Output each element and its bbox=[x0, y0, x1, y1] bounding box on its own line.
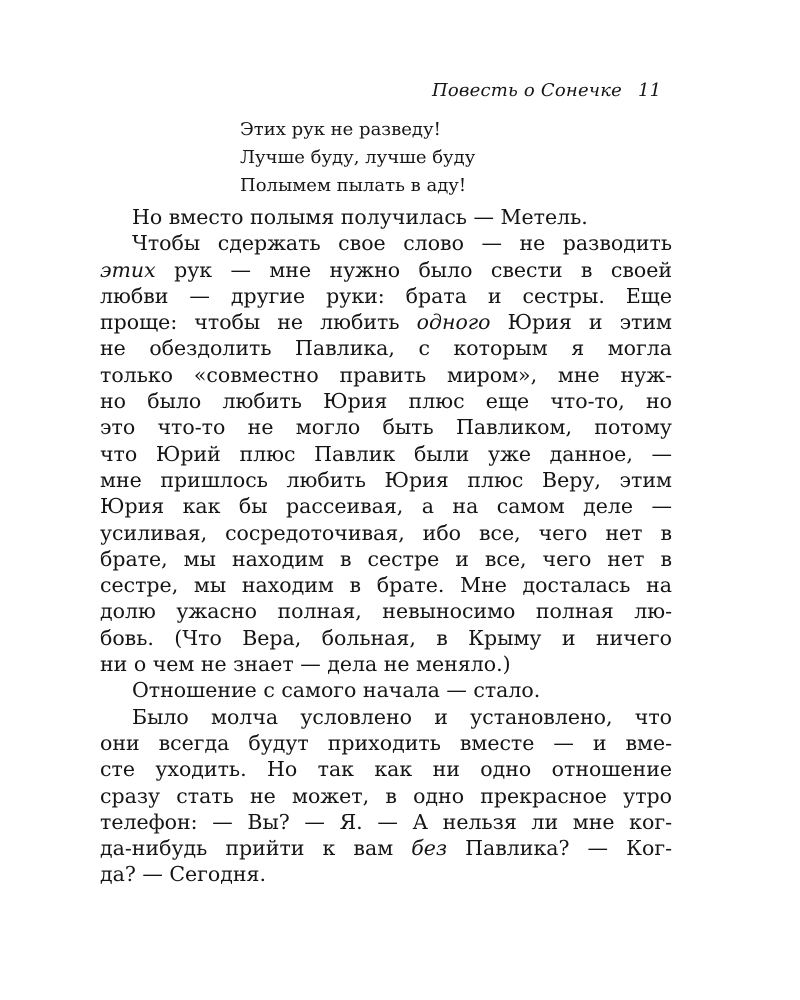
text-fragment: Павлика? — Ког- bbox=[447, 836, 672, 861]
text-line: усиливая, сосредоточивая, ибо все, чего нет в bbox=[100, 520, 672, 545]
text-fragment: проще: чтобы не любить bbox=[100, 310, 417, 335]
text-line: телефон: — Вы? — Я. — А нельзя ли мне ког- bbox=[100, 809, 672, 834]
italic-word: одного bbox=[416, 310, 491, 335]
text-line: бовь. (Что Вера, больная, в Крыму и ничего bbox=[100, 625, 672, 650]
text-line: не обездолить Павлика, с которым я могла bbox=[100, 336, 672, 361]
text-fragment: да-нибудь прийти к вам bbox=[100, 836, 412, 861]
italic-word: этих bbox=[100, 257, 156, 282]
text-line: Но вместо полымя получилась — Метель. bbox=[132, 205, 588, 229]
paragraph-3 bbox=[100, 677, 672, 703]
text-line: это что-то не могло быть Павликом, потому bbox=[100, 415, 672, 440]
body-text bbox=[100, 204, 672, 888]
running-header bbox=[432, 80, 661, 102]
text-line bbox=[100, 309, 672, 335]
page-number: 11 bbox=[638, 80, 662, 101]
text-fragment: Юрия и этим bbox=[490, 310, 672, 335]
verse-quote bbox=[240, 116, 475, 200]
text-line: мне пришлось любить Юрия плюс Веру, этим bbox=[100, 467, 672, 492]
running-header-title: Повесть о Сонечке bbox=[432, 80, 623, 101]
text-fragment: рук — мне нужно было свести в своей bbox=[155, 257, 672, 282]
text-line: Чтобы сдержать свое слово — не разводить bbox=[132, 231, 672, 256]
text-line: да? — Сегодня. bbox=[100, 862, 267, 887]
text-line bbox=[100, 835, 672, 861]
text-line: сте уходить. Но так как ни одно отношение bbox=[100, 757, 672, 782]
paragraph-2 bbox=[100, 230, 672, 677]
text-line: Было молча условлено и установлено, что bbox=[132, 704, 672, 729]
text-line bbox=[100, 257, 672, 283]
text-line: но было любить Юрия плюс еще что-то, но bbox=[100, 389, 672, 414]
verse-line: Этих рук не разведу! bbox=[240, 119, 441, 140]
verse-line: Лучше буду, лучше буду bbox=[240, 147, 476, 168]
text-line: Юрия как бы рассеивая, а на самом деле — bbox=[100, 494, 672, 519]
text-line: сестре, мы находим в брате. Мне досталась на bbox=[100, 573, 672, 598]
text-line: Отношение с самого начала — стало. bbox=[132, 678, 541, 703]
text-line: только «совместно править миром», мне нуж- bbox=[100, 362, 672, 387]
text-line: сразу стать не может, в одно прекрасное утро bbox=[100, 783, 672, 808]
verse-line: Полымем пылать в аду! bbox=[240, 175, 467, 196]
text-line: что Юрий плюс Павлик были уже данное, — bbox=[100, 441, 672, 466]
paragraph-1 bbox=[100, 204, 672, 230]
text-line: они всегда будут приходить вместе — и вме- bbox=[100, 730, 672, 755]
text-line: брате, мы находим в сестре и все, чего нет в bbox=[100, 546, 672, 571]
text-line: долю ужасно полная, невыносимо полная лю- bbox=[100, 599, 672, 624]
text-line: любви — другие руки: брата и сестры. Еще bbox=[100, 283, 672, 308]
text-line: ни о чем не знает — дела не меняло.) bbox=[100, 652, 511, 677]
paragraph-4 bbox=[100, 704, 672, 888]
italic-word: без bbox=[411, 836, 448, 861]
